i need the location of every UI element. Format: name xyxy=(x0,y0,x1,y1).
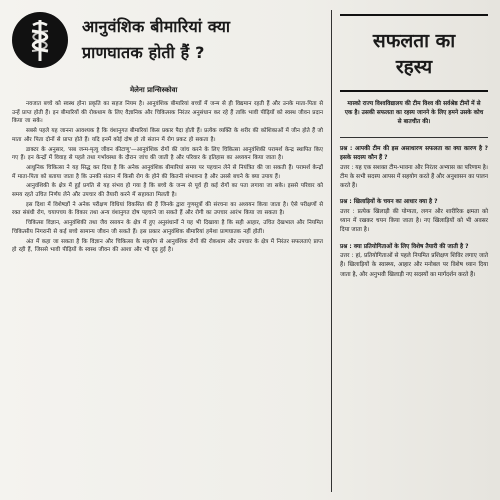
article-body xyxy=(12,100,323,255)
interview-qa-item xyxy=(340,243,488,280)
sidebar-intro: मास्को राज्य विश्वविद्यालय की टीम विश्व की सर्वश्रेष्ठ टीमों में से एक है। उसकी सफलता का रहस्य जानने के लिए हमने उसके कोच से बातचीत की। xyxy=(344,101,484,125)
interview-question: प्रश्न : आपकी टीम की इस असाधारण सफलता का क्या कारण है ? इसके सदस्य कौन हैं ? xyxy=(340,146,488,162)
article-header xyxy=(12,10,323,80)
interview-question: प्रश्न : खिलाड़ियों के चयन का आधार क्या है ? xyxy=(340,199,438,206)
article-paragraph: सबसे पहले यह जानना आवश्यक है कि वंशानुगत बीमारियां किस प्रकार पैदा होती हैं। प्रत्येक व्यक्ति के शरीर की कोशिकाओं में जीन होते हैं जो माता और पिता दोनों से प्राप्त होते हैं। यदि इनमें कोई दोष हो तो संतान में रोग प्रकट हो सकता है। xyxy=(12,128,323,143)
interview-qa-item xyxy=(340,145,488,191)
article-title xyxy=(82,14,230,66)
sidebar-title-line-2: रहस्य xyxy=(395,56,433,78)
article-title-line-2: प्राणघातक होती हैं ? xyxy=(82,43,205,62)
article-paragraph: इस दिशा में विशेषज्ञों ने अनेक परीक्षण विधियां विकसित की हैं जिनके द्वारा गुणसूत्रों की संरचना का अध्ययन किया जाता है। ऐसे परीक्षणों से रक्त संबंधी रोग, चयापचय के विकार तथा अन्य वंशानुगत दोष पहचाने जा सकते हैं और रोगी का उपचार आरंभ किया जा सकता है। xyxy=(12,201,323,217)
interview-answer: उत्तर : यह एक सशक्त टीम-भावना और निरंतर अभ्यास का परिणाम है। टीम के सभी सदस्य आपस में सहयोग करते हैं और अनुशासन का पालन करते हैं। xyxy=(340,164,488,190)
article-paragraph: आधुनिक चिकित्सा ने यह सिद्ध कर दिया है कि अनेक आनुवंशिक बीमारियां समय पर पहचान लेने से नियंत्रित की जा सकती हैं। परामर्श केन्द्रों में माता-पिता को बताया जाता है कि उनकी संतान में किसी रोग के होने की कितनी संभावना है और उससे बचने के क्या उपाय हैं। xyxy=(12,164,323,180)
article-paragraph: अंत में कहा जा सकता है कि विज्ञान और चिकित्सा के सहयोग से आनुवंशिक रोगों की रोकथाम और उपचार के क्षेत्र में निरंतर सफलताएं प्राप्त हो रही हैं, जिससे भावी पीढ़ियों के स्वस्थ जीवन की आशा और भी दृढ़ हुई है। xyxy=(12,238,323,254)
article-paragraph: चिकित्सा विज्ञान, आनुवंशिकी तथा जैव रसायन के क्षेत्र में हुए अनुसंधानों ने यह भी दिखाया है कि सही आहार, उचित देखभाल और नियमित चिकित्सीय निगरानी से कई बच्चे सामान्य जीवन जी सकते हैं। इस प्रकार आनुवंशिक बीमारियां हमेशा प्राणघातक नहीं होतीं। xyxy=(12,220,323,235)
caduceus-icon xyxy=(12,12,68,68)
article-paragraph: नवजात बच्चे को स्वस्थ होना प्रकृति का सहज नियम है। आनुवंशिक बीमारियां बच्चों में जन्म से ही विद्यमान रहती हैं और उनके माता-पिता से उन्हें प्राप्त होती हैं। इन बीमारियों की रोकथाम के लिए वैज्ञानिक और चिकित्सक निरंतर अनुसंधान कर रहे हैं ताकि भावी पीढ़ियों को स्वस्थ जीवन प्रदान किया जा सके। xyxy=(12,101,323,125)
article-title-line-1: आनुवंशिक बीमारियां क्या xyxy=(82,17,231,36)
interview-question: प्रश्न : क्या प्रतियोगिताओं के लिए विशेष तैयारी की जाती है ? xyxy=(340,243,469,250)
sidebar-divider xyxy=(340,137,488,138)
article-paragraph: डाक्टर के अनुसार, 'सब जन्म-मृत्यु जीवन कीटाणु'—आनुवंशिक रोगों की जांच करने के लिए चिकित्सा आनुवंशिकी परामर्श केन्द्र स्थापित किए गए हैं। इन केन्द्रों में विवाह से पहले तथा गर्भावस्था के दौरान जांच की जाती है और परिवार के इतिहास का अध्ययन किया जाता है। xyxy=(12,146,323,162)
main-article-column xyxy=(12,10,332,492)
two-column-layout xyxy=(12,10,488,492)
sidebar-title xyxy=(340,14,488,92)
interview-qa-item xyxy=(340,198,488,235)
sidebar-article-column xyxy=(332,10,488,492)
article-author: मेलेना प्रान्सिस्कोवा xyxy=(130,86,178,94)
interview-answer: उत्तर : हां, प्रतियोगिताओं से पहले नियमित प्रशिक्षण शिविर लगाए जाते हैं। खिलाड़ियों के स्वास्थ्य, आहार और मनोबल पर विशेष ध्यान दिया जाता है, और अनुभवी खिलाड़ी नए सदस्यों का मार्गदर्शन करते हैं। xyxy=(340,252,488,278)
sidebar-title-line-1: सफलता का xyxy=(372,30,456,52)
article-paragraph: आनुवंशिकी के क्षेत्र में हुई प्रगति से यह संभव हो गया है कि बच्चे के जन्म से पूर्व ही कई रोगों का पता लगाया जा सके। इससे परिवार को समय रहते उचित निर्णय लेने और उपचार की तैयारी करने में सहायता मिलती है। xyxy=(12,183,323,199)
interview-answer: उत्तर : प्रत्येक खिलाड़ी की योग्यता, लगन और शारीरिक क्षमता को ध्यान में रखकर चयन किया जाता है। नए खिलाड़ियों को भी अवसर दिया जाता है। xyxy=(340,208,488,234)
